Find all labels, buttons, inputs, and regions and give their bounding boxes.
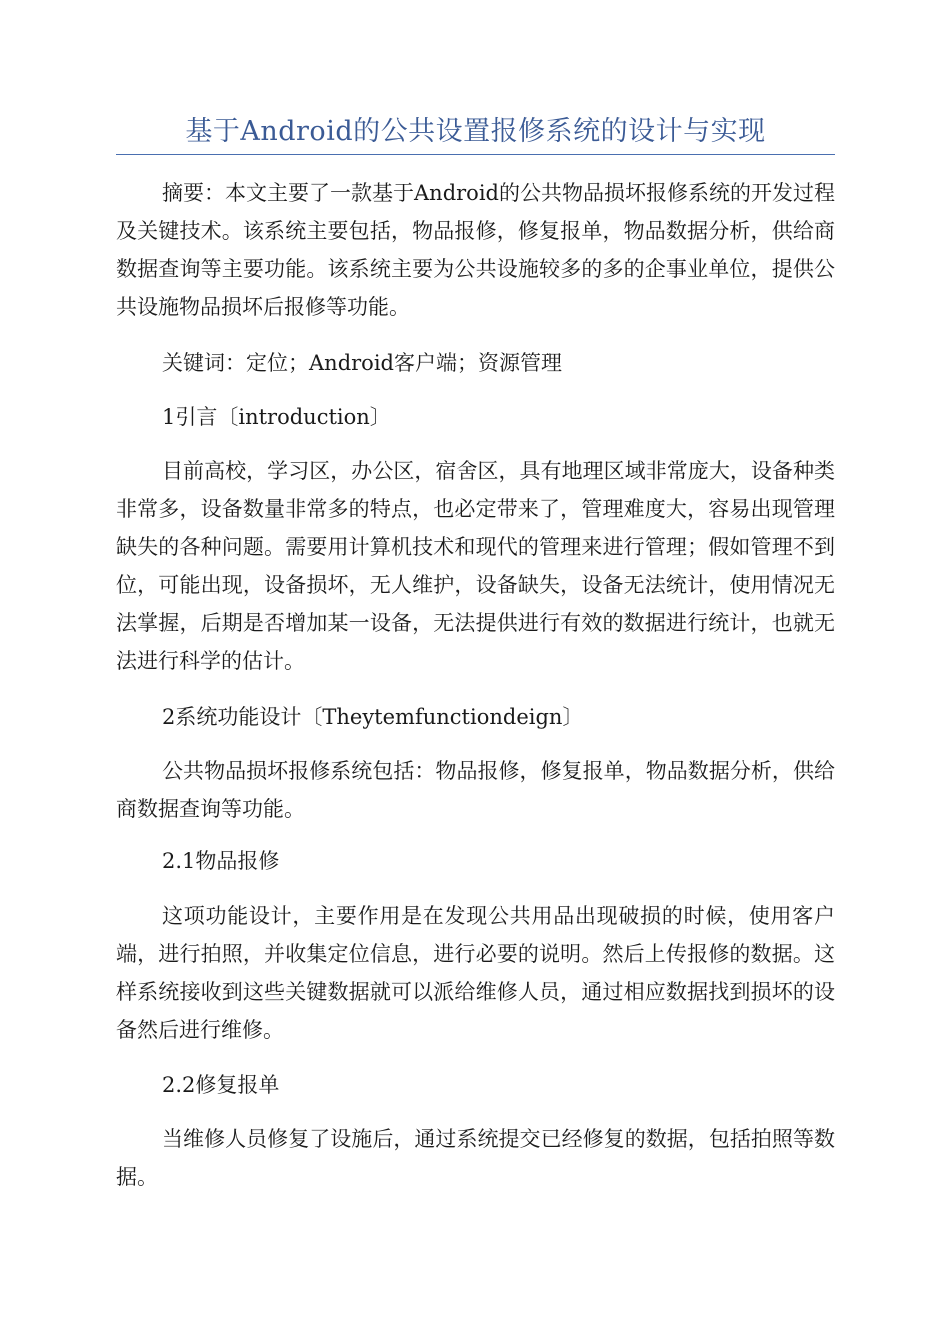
section-2-2-paragraph: 当维修人员修复了设施后，通过系统提交已经修复的数据，包括拍照等数据。 <box>116 1127 835 1189</box>
section-2-2-heading: 2.2修复报单 <box>162 1073 280 1097</box>
section-1-heading: 1引言〔introduction〕 <box>162 405 391 429</box>
section-2-paragraph: 公共物品损坏报修系统包括：物品报修，修复报单，物品数据分析，供给商数据查询等功能。 <box>116 759 835 821</box>
document-title: 基于Android的公共设置报修系统的设计与实现 <box>185 116 766 147</box>
keywords-line: 关键词：定位；Android客户端；资源管理 <box>162 351 562 375</box>
title-underline <box>116 154 835 155</box>
section-2-heading: 2系统功能设计〔Theytemfunctiondeign〕 <box>162 705 584 729</box>
section-2-1-paragraph: 这项功能设计，主要作用是在发现公共用品出现破损的时候，使用客户端，进行拍照，并收集定位信息，进行必要的说明。然后上传报修的数据。这样系统接收到这些关键数据就可以派给维修人员，通过相应数据找到损坏的设备然后进行维修。 <box>116 904 835 1042</box>
section-2-1-heading: 2.1物品报修 <box>162 849 280 873</box>
abstract-paragraph: 摘要：本文主要了一款基于Android的公共物品损坏报修系统的开发过程及关键技术。该系统主要包括，物品报修，修复报单，物品数据分析，供给商数据查询等主要功能。该系统主要为公共设施较多的多的企事业单位，提供公共设施物品损坏后报修等功能。 <box>116 181 835 319</box>
section-1-paragraph: 目前高校，学习区，办公区，宿舍区，具有地理区域非常庞大，设备种类非常多，设备数量非常多的特点，也必定带来了，管理难度大，容易出现管理缺失的各种问题。需要用计算机技术和现代的管理来进行管理；假如管理不到位，可能出现，设备损坏，无人维护，设备缺失，设备无法统计，使用情况无法掌握，后期是否增加某一设备，无法提供进行有效的数据进行统计，也就无法进行科学的估计。 <box>116 459 835 673</box>
